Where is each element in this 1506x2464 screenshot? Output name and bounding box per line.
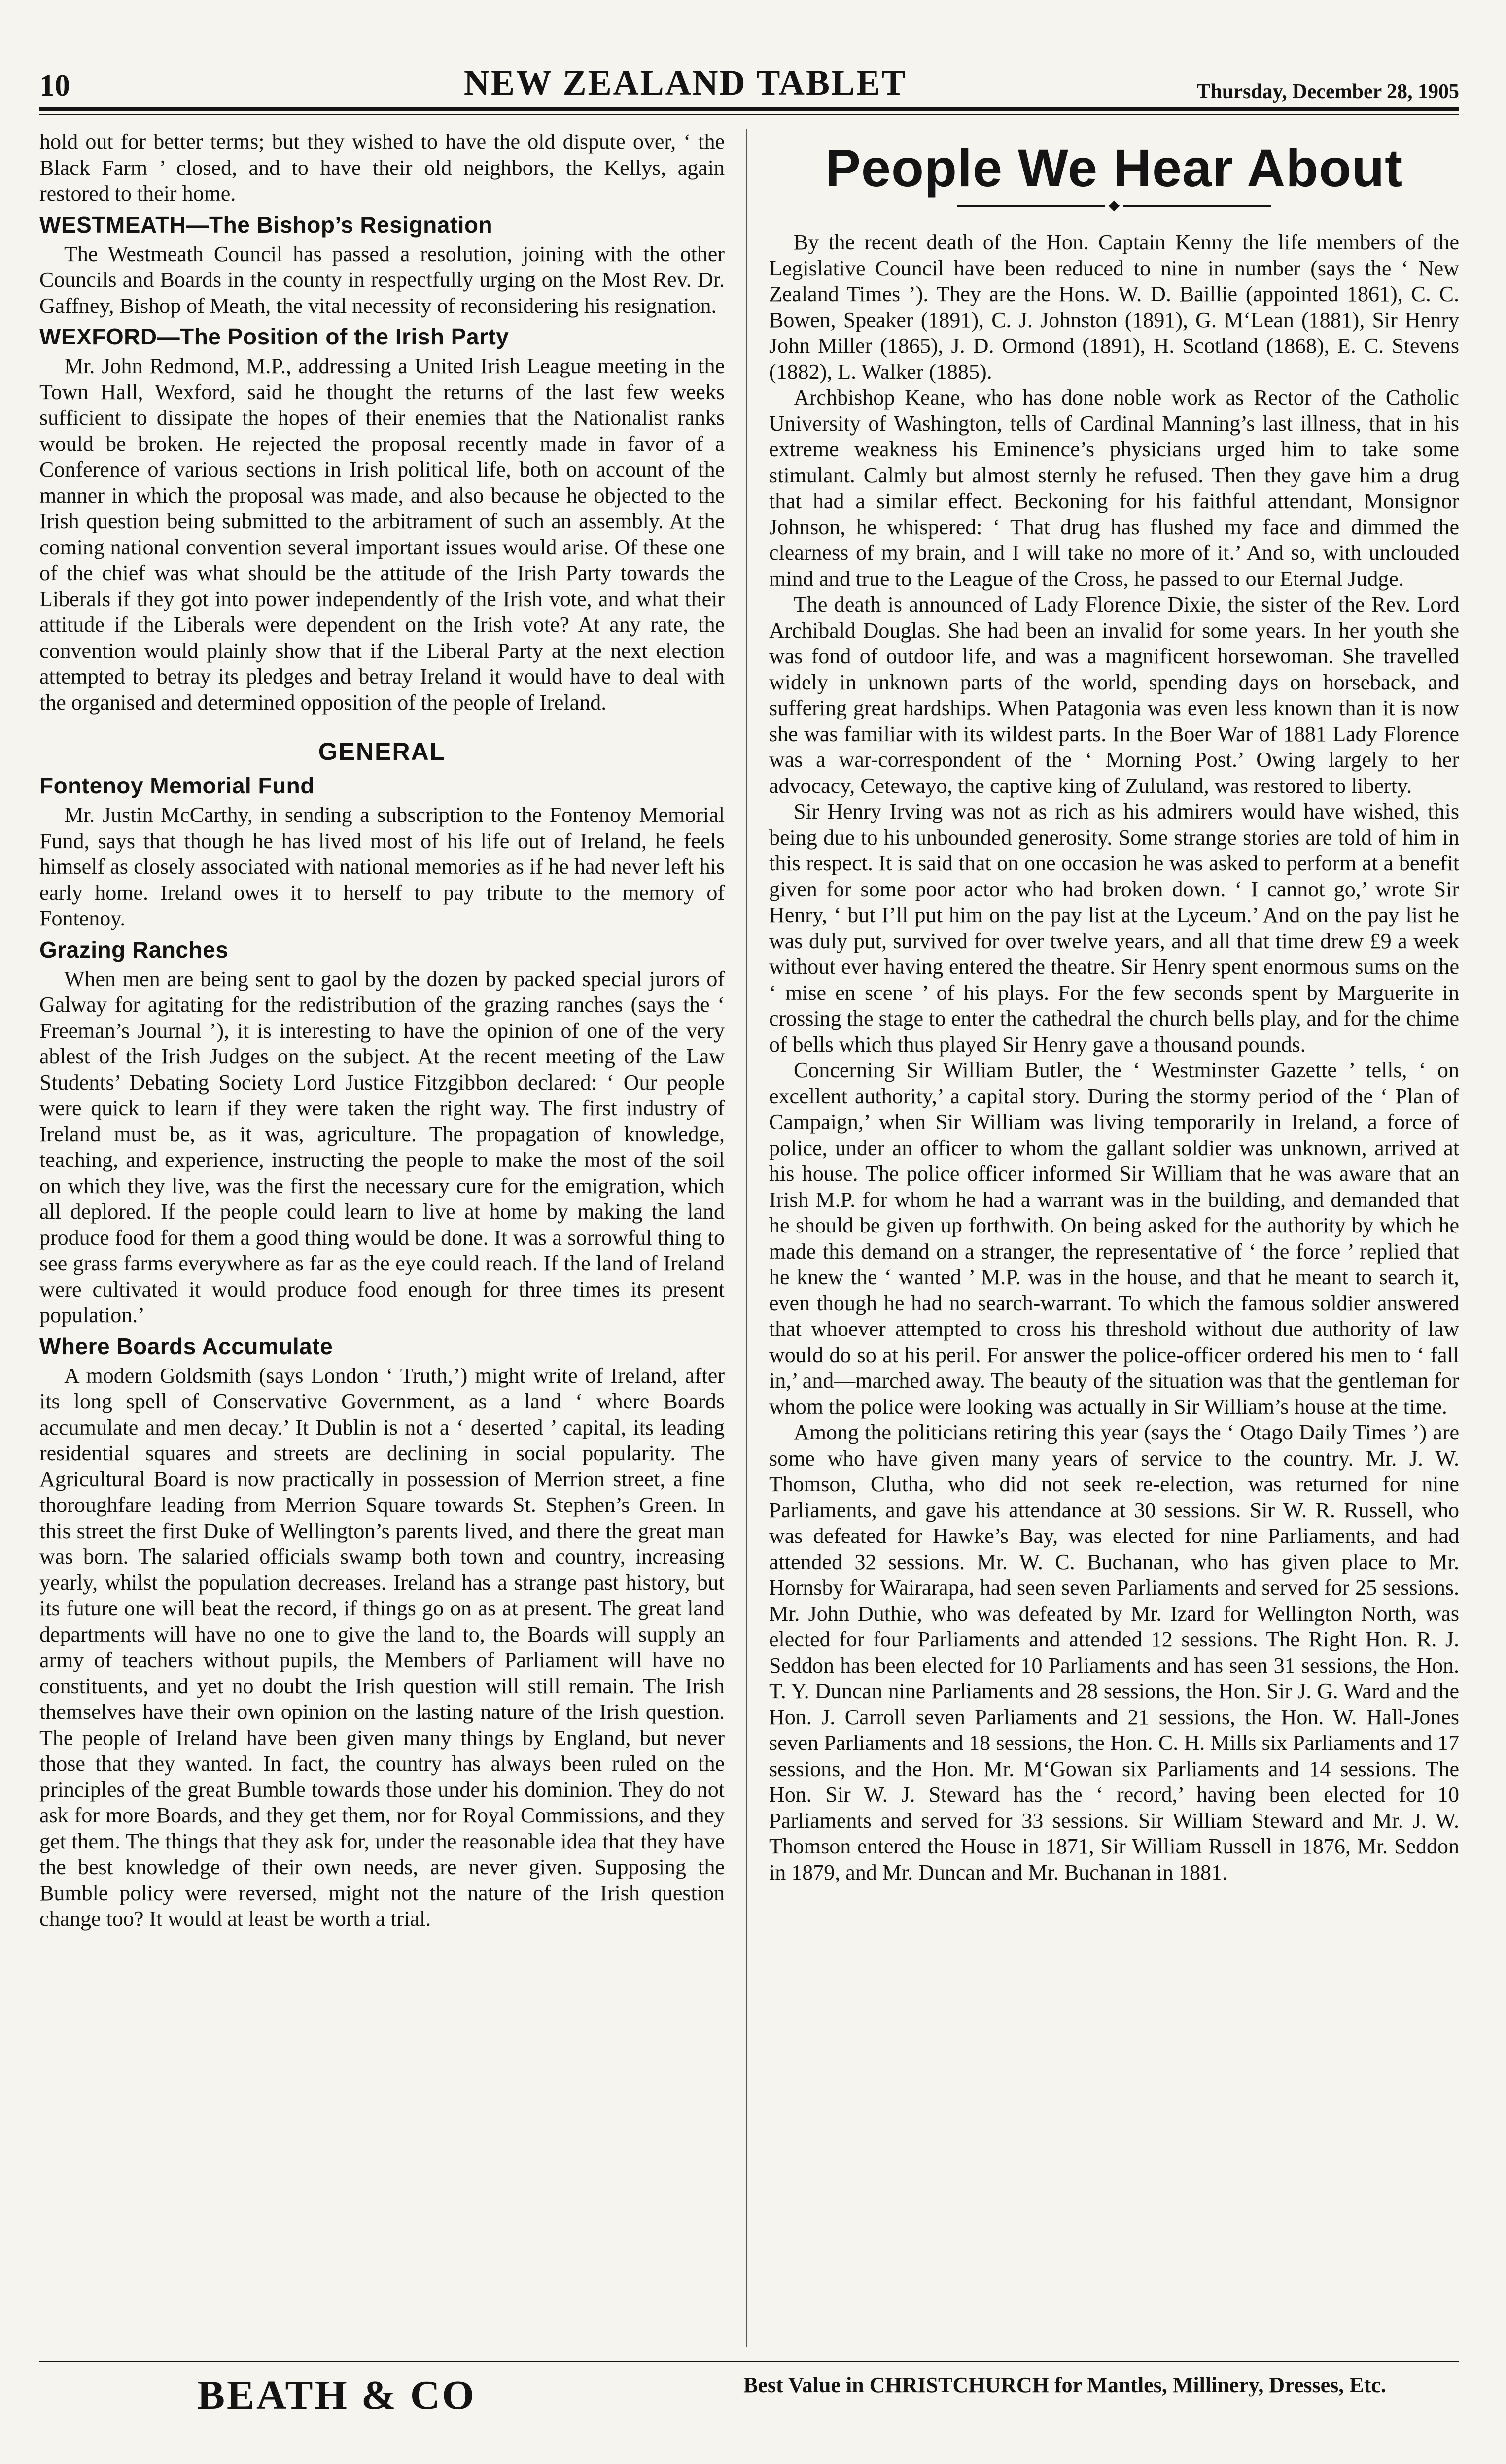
ornament-line-right [1123, 205, 1271, 207]
butler-paragraph: Concerning Sir William Butler, the ‘ Westminster Gazette ’ tells, ‘ on excellent authority,’ a capital story. During the stormy period of the ‘ Plan of Campaign,’ when Sir William was living temporarily in Ireland, a force of police, under an officer to whom the gallant soldier was unknown, arrived at his house. The police officer informed Sir William that he was aware that an Irish M.P. for whom he had a warrant was in the building, and demanded that he should be given up forthwith. On being asked for the authority by which he made this demand on a stranger, the representative of ‘ the force ’ replied that he knew the ‘ wanted ’ M.P. was in the house, and that he meant to search it, even though he had no search-warrant. To which the famous soldier answered that whoever attempted to cross his threshold without due authority of law would do so at his peril. For answer the police-officer ordered his men to ‘ fall in,’ and—marched away. The beauty of the situation was that the gentleman for whom the police were looking was actually in Sir William’s house at the time. [769, 1058, 1459, 1419]
section-title: People We Hear About [825, 138, 1403, 198]
fontenoy-paragraph: Mr. Justin McCarthy, in sending a subscription to the Fontenoy Memorial Fund, says that though he has lived most of his life out of Ireland, he feels himself as closely associated with national memories as if he had never left his early home. Ireland owes it to herself to pay tribute to the memory of Fontenoy. [39, 803, 725, 930]
wexford-paragraph: Mr. John Redmond, M.P., addressing a United Irish League meeting in the Town Hall, Wexford, said he thought the returns of the last few weeks sufficient to dissipate the hopes of their enemies that the Nationalist ranks would be broken. He rejected the proposal recently made in favor of a Conference of various sections in Irish political life, both on account of the manner in which the proposal was made, and also because he objected to the Irish question being submitted to the arbitrament of such an assembly. At the coming national convention several important issues would arise. Of these one of the chief was what should be the attitude of the Irish Party towards the Liberals if they got into power independently of the Irish vote, and what their attitude if the Liberals were dependent on the Irish vote? At any rate, the convention would plainly show that if the Liberal Party at the next election attempted to betray its pledges and betray Ireland it would have to deal with the organised and determined opposition of the people of Ireland. [39, 354, 725, 715]
general-heading: GENERAL [318, 738, 446, 765]
westmeath-paragraph: The Westmeath Council has passed a resolution, joining with the other Councils and Boards in the county in respectfully urging on the Most Rev. Dr. Gaffney, Bishop of Meath, the vital necessity of reconsidering his resignation. [39, 241, 725, 318]
masthead [39, 59, 1459, 103]
diamond-icon [1109, 201, 1120, 212]
kenny-paragraph: By the recent death of the Hon. Captain Kenny the life members of the Legislative Council have been reduced to nine in number (says the ‘ New Zealand Times ’). They are the Hons. W. D. Baillie (appointed 1861), C. C. Bowen, Speaker (1891), C. J. Johnston (1891), G. M‘Lean (1881), Sir Henry John Miller (1865), J. D. Ormond (1891), H. Scotland (1868), E. C. Stevens (1882), L. Walker (1885). [769, 230, 1459, 384]
boards-heading: Where Boards Accumulate [39, 1333, 333, 1359]
grazing-paragraph: When men are being sent to gaol by the dozen by packed special jurors of Galway for agitating for the redistribution of the grazing ranches (says the ‘ Freeman’s Journal ’), it is interesting to have the opinion of one of the very ablest of the Irish Judges on the subject. At the recent meeting of the Law Students’ Debating Society Lord Justice Fitzgibbon declared: ‘ Our people were quick to learn if they were taken the right way. The first industry of Ireland must be, as it was, agriculture. The propagation of knowledge, teaching, and experience, instructing the people to make the most of the soil on which they live, was the first the necessary cure for the emigration, which all deplored. If the people could learn to live at home by making the land produce food for them a good thing would be done. It was a sorrowful thing to see grass farms everywhere as far as the eye could reach. If the land of Ireland were cultivated it would produce food enough for three times its present population.’ [39, 966, 725, 1327]
fontenoy-heading: Fontenoy Memorial Fund [39, 773, 315, 798]
title-ornament [769, 202, 1459, 210]
column-divider [746, 129, 747, 2347]
newspaper-title: NEW ZEALAND TABLET [463, 63, 907, 103]
issue-date: Thursday, December 28, 1905 [1196, 80, 1459, 103]
footer-rule [39, 2361, 1459, 2362]
politicians-paragraph: Among the politicians retiring this year (says the ‘ Otago Daily Times ’) are some who have given many years of service to the country. Mr. J. W. Thomson, Clutha, who did not seek re-election, was returned for nine Parliaments, and gave his attendance at 30 sessions. Sir W. R. Russell, who was defeated for Hawke’s Bay, was elected for nine Parliaments, and had attended 32 sessions. Mr. W. C. Buchanan, who has given place to Mr. Hornsby for Wairarapa, had seen seven Parliaments and served for 25 sessions. Mr. John Duthie, who was defeated by Mr. Izard for Wellington North, was elected for four Parliaments and attended 12 sessions. The Right Hon. R. J. Seddon has been elected for 10 Parliaments and has seen 31 sessions, the Hon. T. Y. Duncan nine Parliaments and 28 sessions, the Hon. Sir J. G. Ward and the Hon. J. Carroll seven Parliaments and 21 sessions, the Hon. W. Hall-Jones seven Parliaments and 18 sessions, the Hon. C. H. Mills six Parliaments and 17 sessions, and the Hon. Mr. M‘Gowan six Parliaments and 14 sessions. The Hon. Sir W. J. Steward has the ‘ record,’ having been elected for 10 Parliaments and served for 33 sessions. Sir William Steward and Mr. J. W. Thomson entered the House in 1871, Sir William Russell in 1876, Mr. Seddon in 1879, and Mr. Duncan and Mr. Buchanan in 1881. [769, 1420, 1459, 1884]
advert-brand: BEATH & CO [197, 2372, 476, 2418]
grazing-heading: Grazing Ranches [39, 936, 229, 962]
dixie-paragraph: The death is announced of Lady Florence Dixie, the sister of the Rev. Lord Archibald Douglas. She had been an invalid for some years. In her youth she was fond of outdoor life, and was a magnificent horsewoman. She travelled widely in unknown parts of the world, spending days on horseback, and suffering great hardships. When Patagonia was even less known than it is now she was familiar with its wildest parts. In the Boer War of 1881 Lady Florence was a war-correspondent of the ‘ Morning Post.’ Owing largely to her advocacy, Cetewayo, the captive king of Zululand, was restored to liberty. [769, 592, 1459, 798]
masthead-rule-thin [39, 114, 1459, 115]
ornament-line-left [957, 205, 1105, 207]
westmeath-heading: WESTMEATH—The Bishop’s Resignation [39, 211, 493, 238]
right-column [769, 129, 1459, 2349]
page-number: 10 [39, 69, 70, 103]
wexford-heading: WEXFORD—The Position of the Irish Party [39, 324, 509, 349]
irving-paragraph: Sir Henry Irving was not as rich as his admirers would have wished, this being due to his unbounded generosity. Some strange stories are told of him in this respect. It is said that on one occasion he was asked to perform at a benefit given for some poor actor who had broken down. ‘ I cannot go,’ wrote Sir Henry, ‘ but I’ll put him on the pay list at the Lyceum.’ And on the pay list he was duly put, survived for over twelve years, and all that time drew £9 a week without ever having entered the theatre. Sir Henry spent enormous sums on the ‘ mise en scene ’ of his plays. For the few seconds spent by Marguerite in crossing the stage to enter the cathedral the church bells play, and for the chime of bells which thus played Sir Henry gave a thousand pounds. [769, 799, 1459, 1057]
masthead-rule [39, 107, 1459, 111]
boards-paragraph: A modern Goldsmith (says London ‘ Truth,’) might write of Ireland, after its long spell of Conservative Government, as a land ‘ where Boards accumulate and men decay.’ It Dublin is not a ‘ deserted ’ capital, its leading residential squares and streets are declining in social popularity. The Agricultural Board is now practically in possession of Merrion street, a fine thoroughfare leading from Merrion Square towards St. Stephen’s Green. In this street the first Duke of Wellington’s parents lived, and there the great man was born. The salaried officials swamp both town and country, increasing yearly, whilst the population decreases. Ireland has a strange past history, but its future one will beat the record, if things go on as at present. The great land departments will have no one to give the land to, the Boards will supply an army of teachers without pupils, the Members of Parliament will have no constituents, and yet no doubt the Irish question will still remain. The Irish themselves have their own opinion on the lasting nature of the Irish question. The people of Ireland have been given many things by England, but never those that they wanted. In fact, the country has always been ruled on the principles of the great Bumble towards those under his dominion. They do not ask for more Boards, and they get them, nor for Royal Commissions, and they get them. The things that they ask for, under the reasonable idea that they have the best knowledge of their own needs, are never given. Supposing the Bumble policy were reversed, might not the nature of the Irish question change too? It would at least be worth a trial. [39, 1363, 725, 1931]
keane-paragraph: Archbishop Keane, who has done noble work as Rector of the Catholic University of Washington, tells of Cardinal Manning’s last illness, that in his extreme weakness his Eminence’s physicians urged him to take some stimulant. Calmly but almost sternly he refused. Then they gave him a drug that had a similar effect. Beckoning for his faithful attendant, Monsignor Johnson, he whispered: ‘ That drug has flushed my face and dimmed the clearness of my brain, and I will take no more of it.’ And so, with unclouded mind and true to the League of the Cross, he passed to our Eternal Judge. [769, 385, 1459, 591]
left-column [39, 129, 725, 2349]
continued-paragraph: hold out for better terms; but they wished to have the old dispute over, ‘ the Black Farm ’ closed, and to have their old neighbors, the Kellys, again restored to their home. [39, 130, 725, 205]
advert-text: Best Value in CHRISTCHURCH for Mantles, Millinery, Dresses, Etc. [743, 2373, 1386, 2397]
